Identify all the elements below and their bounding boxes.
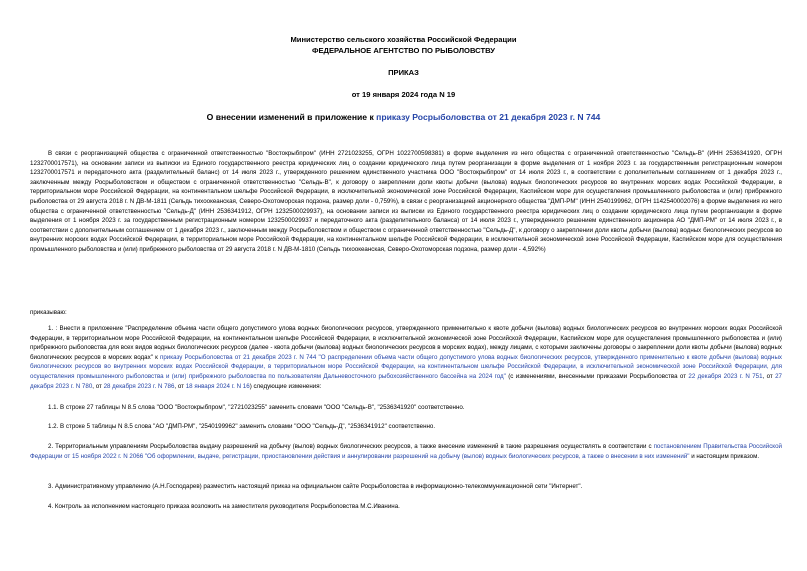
- item-1-text: [30, 324, 782, 391]
- title-order-link[interactable]: приказу Росрыболовства от 21 декабря 2023 г. N 744: [376, 112, 601, 122]
- item-3-text: 3. Административному управлению (А.Н.Господарев) разместить настоящий приказ на официальном сайте Росрыболовства в информационно-телекоммуникационной сети "Интернет".: [48, 483, 583, 490]
- prikazyvayu-label: приказываю:: [30, 309, 67, 316]
- document-type: ПРИКАЗ: [388, 68, 419, 77]
- document-date: от 19 января 2024 года N 19: [351, 90, 456, 99]
- order-751-link[interactable]: 22 декабря 2023 г. N 751: [688, 372, 763, 380]
- title-prefix: О внесении изменений в приложение к: [206, 112, 377, 122]
- item-2-text-b: и настоящим приказом.: [689, 452, 760, 460]
- preamble: [30, 149, 782, 255]
- item-1-text-a: 1. : Внести в приложение "Распределение объема части общего допустимого улова водных биологических ресурсов, утвержденного применительно к квоте добычи (вылова) водных биологических ресурсов во внутренних морских водах Российской Федерации, в территориальном море Российской Федерации, на континентальном шельфе Российской Федерации, в исключительной экономической зоне Российской Федерации, Каспийском море для осуществления промышленного рыболовства и (или) прибрежного рыболовства для всех видов водных биологических ресурсов (далее - квота добычи (вылова) водных биологических ресурсов в морских водах), между лицами, с которыми заключены договоры о закреплении доли квоты добычи (вылова) водных биологических ресурсов в морских водах" к: [30, 325, 782, 361]
- item-2-text-a: 2. Территориальным управлениям Росрыболовства выдачу разрешений на добычу (вылов) водных биологических ресурсов, а также внесение изменений в такие разрешения осуществлять в соответствии с: [48, 443, 654, 450]
- preamble-text: В связи с реорганизацией общества с ограниченной ответственностью "Востокрыбпром" (ИНН 2721023255, ОГРН 1022700598381) в форме выделения из него общества с ограниченной ответственностью "Сельдь-В" (ИНН 2536341920, ОГРН 1232700017571), на основании записи из выписки из Единого государственного реестра юридических лиц о создании юридического лица путем реорганизации в форме выделения от 1 ноября 2023 г. за государственным регистрационным номером 1232700017571 и передаточного акта (разделительный баланс) от 14 июля 2023 г., утвержденного решением единственного участника ООО "Востокрыбпром" от 14 июля 2023 г., в соответствии с дополнительным соглашением от 1 декабря 2023 г., заключенным между Росрыболовством и обществом с ограниченной ответственностью "Сельдь-В", к договору о закреплении доли квоты добычи (вылова) водных биологических ресурсов во внутренних морских водах Российской Федерации, в территориальном море Российской Федерации, на континентальном шельфе Российской Федерации, в исключительной экономической зоне Российской Федерации, Каспийском море для осуществления промышленного рыболовства и (или) прибрежного рыболовства от 29 августа 2018 г. N ДВ-М-1811 (Сельдь тихоокеанская, Северо-Охотоморская подзона, размер доли - 0,759%), в связи с реорганизацией акционерного общества "ДМП-РМ" (ИНН 2540199962, ОГРН 1142540002076) в форме выделения из него общества с ограниченной ответственностью "Сельдь-Д" (ИНН 2536341912, ОГРН 1232500029937), на основании записи из выписки из Единого государственного реестра юридических лиц о создании юридического лица путем реорганизации в форме выделения от 1 ноября 2023 г. за государственным регистрационным номером 1232500029937 и передаточного акта (разделительного баланса) от 14 июля 2023 г., утвержденного решением единственного акционера АО "ДМП-РМ" от 14 июля 2023 г., в соответствии с дополнительным соглашением от 1 декабря 2023 г., заключенным между Росрыболовством и обществом с ограниченной ответственностью "Сельдь-Д", к договору о закреплении доли квоты добычи (вылова) водных биологических ресурсов во внутренних морских водах Российской Федерации, в территориальном море Российской Федерации, на континентальном шельфе Российской Федерации, в исключительной экономической зоне Российской Федерации, Каспийском море для осуществления промышленного рыболовства и (или) прибрежного рыболовства от 29 августа 2018 г. N ДВ-М-1810 (Сельдь тихоокеанская, Северо-Охотоморская подзона, размер доли - 4,592%): [30, 150, 782, 253]
- order-786-link[interactable]: 28 декабря 2023 г. N 786: [103, 382, 175, 390]
- item-1-1-text: 1.1. В строке 27 таблицы N 8.5 слова "ООО "Востокрыбпром", "2721023255" заменить словами "ООО "Сельдь-В", "2536341920" соответственно.: [48, 404, 465, 411]
- item-3: [30, 482, 782, 492]
- ministry-name: Министерство сельского хозяйства Российской Федерации: [290, 35, 517, 44]
- item-1-text-b: (с изменениями, внесенными приказами Росрыболовства от: [505, 372, 689, 380]
- item-1: [30, 324, 782, 391]
- item-1-2-text: 1.2. В строке 5 таблицы N 8.5 слова "АО "ДМП-РМ", "2540199962" заменить словами "ООО "Сельдь-Д", "2536341912" соответственно.: [48, 423, 436, 430]
- item-1-1: [30, 403, 782, 413]
- agency-name: ФЕДЕРАЛЬНОЕ АГЕНТСТВО ПО РЫБОЛОВСТВУ: [312, 46, 495, 55]
- item-1-text-d: , от: [92, 382, 104, 390]
- item-4-text: 4. Контроль за исполнением настоящего приказа возложить на заместителя руководителя Росрыболовства М.С.Иванина.: [48, 503, 400, 510]
- item-2: [30, 442, 782, 461]
- order-780-link[interactable]: 27 декабря 2023 г. N 780: [30, 372, 782, 390]
- item-2-text: [30, 442, 782, 461]
- item-1-2: [30, 422, 782, 432]
- item-1-text-e: , от: [174, 382, 186, 390]
- order-16-link[interactable]: 18 января 2024 г. N 16: [185, 382, 250, 390]
- item-1-text-f: ) следующие изменения:: [249, 382, 322, 390]
- order-word: [30, 308, 782, 318]
- government-decree-2066-link[interactable]: постановлением Правительства Российской Федерации от 15 ноября 2022 г. N 2066 "Об оформлении, выдаче, регистрации, приостановлении действия и аннулировании разрешений на добычу (вылов) водных биологических ресурсов, а также о внесении в них изменений": [30, 443, 782, 460]
- item-1-text-c: , от: [762, 372, 776, 380]
- item-4: [30, 502, 782, 512]
- order-744-link[interactable]: приказу Росрыболовства от 21 декабря 2023 г. N 744 "О распределении объема части общего допустимого улова водных биологических ресурсов, утвержденного применительно к квоте добычи (вылова) водных биологических ресурсов во внутренних морских водах Российской Федерации, в территориальном море Российской Федерации, на континентальном шельфе Российской Федерации, в исключительной экономической зоне Российской Федерации, для осуществления промышленного рыболовства и (или) прибрежного рыболовства по пользователям Дальневосточного рыбохозяйственного бассейна на 2024 год": [30, 353, 782, 380]
- document-title: [0, 112, 807, 123]
